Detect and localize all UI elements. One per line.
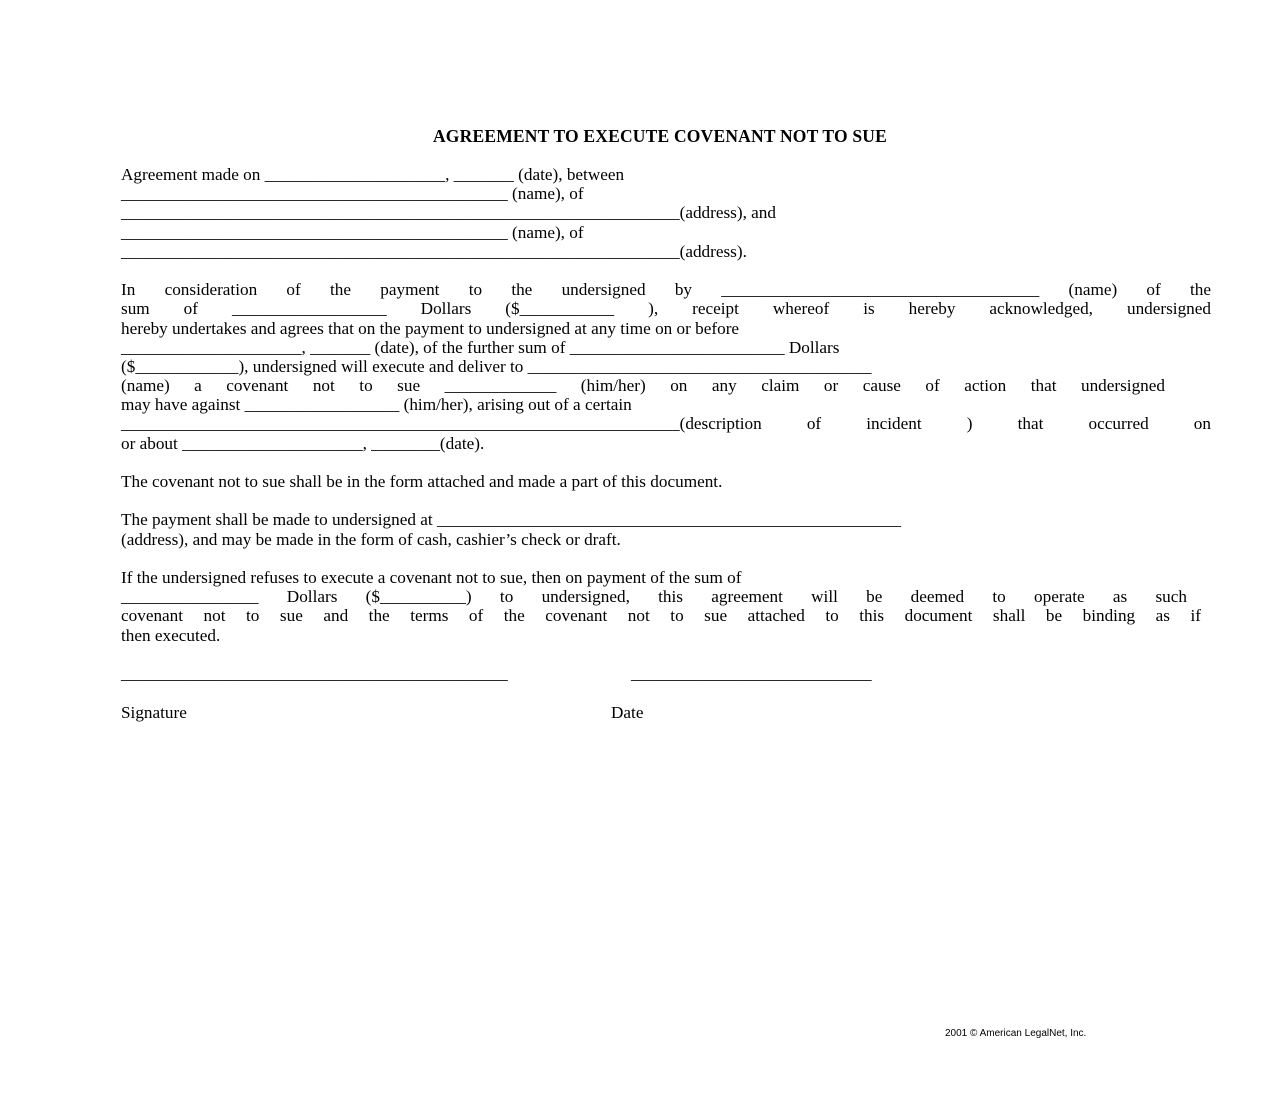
paragraph-line: ($____________), undersigned will execute and deliver to ________________________________________ (121, 356, 872, 376)
paragraph-line: or about _____________________, ________(date). (121, 433, 485, 453)
paragraph-line: (address), and may be made in the form of cash, cashier’s check or draft. (121, 529, 621, 549)
paragraph-line: _____________________, _______ (date), of the further sum of _________________________ Dollars (121, 337, 840, 357)
form-attached-paragraph: The covenant not to sue shall be in the form attached and made a part of this document. (121, 472, 723, 491)
document-title: AGREEMENT TO EXECUTE COVENANT NOT TO SUE (432, 126, 888, 146)
paragraph-line: then executed. (121, 625, 221, 645)
copyright-footer: 2001 © American LegalNet, Inc. (945, 1028, 1087, 1039)
consideration-paragraph (121, 280, 1211, 453)
paragraph-line: _________________________________________________________________(address), and (121, 203, 776, 223)
paragraph-line: Agreement made on _____________________, _______ (date), between (121, 165, 625, 184)
paragraph-line: In consideration of the payment to the undersigned by _____________________________________ (name) of the (121, 280, 1211, 300)
paragraph-line: may have against __________________ (him/her), arising out of a certain (121, 395, 632, 415)
paragraph-line: _________________________________________________________________(address). (121, 241, 747, 261)
document-body (121, 165, 1211, 645)
paragraph-line: sum of __________________ Dollars ($___________ ), receipt whereof is hereby acknowledged, undersigned (121, 299, 1211, 319)
paragraph-line: The payment shall be made to undersigned at ______________________________________________________ (121, 510, 902, 530)
paragraph-line: ________________ Dollars ($__________) to undersigned, this agreement will be deemed to operate as such (121, 587, 1187, 607)
paragraph-line: hereby undertakes and agrees that on the payment to undersigned at any time on or before (121, 318, 740, 338)
signature-line: _____________________________________________ (121, 664, 508, 683)
paragraph-line: _____________________________________________ (name), of (121, 184, 584, 204)
payment-paragraph (121, 510, 1211, 548)
paragraph-line: (name) a covenant not to sue _____________ (him/her) on any claim or cause of action that undersigned (121, 376, 1165, 396)
signature-label: Signature (121, 703, 187, 722)
date-label: Date (611, 703, 644, 722)
date-line: ____________________________ (631, 664, 872, 683)
refusal-paragraph (121, 568, 1211, 645)
paragraph-line: _________________________________________________________________(description of incident ) that occurred on (121, 414, 1211, 434)
paragraph-line: covenant not to sue and the terms of the covenant not to sue attached to this document shall be binding as if (121, 606, 1201, 626)
parties-paragraph (121, 165, 1211, 261)
paragraph-line: If the undersigned refuses to execute a covenant not to sue, then on payment of the sum of (121, 567, 742, 587)
paragraph-line: _____________________________________________ (name), of (121, 222, 584, 242)
